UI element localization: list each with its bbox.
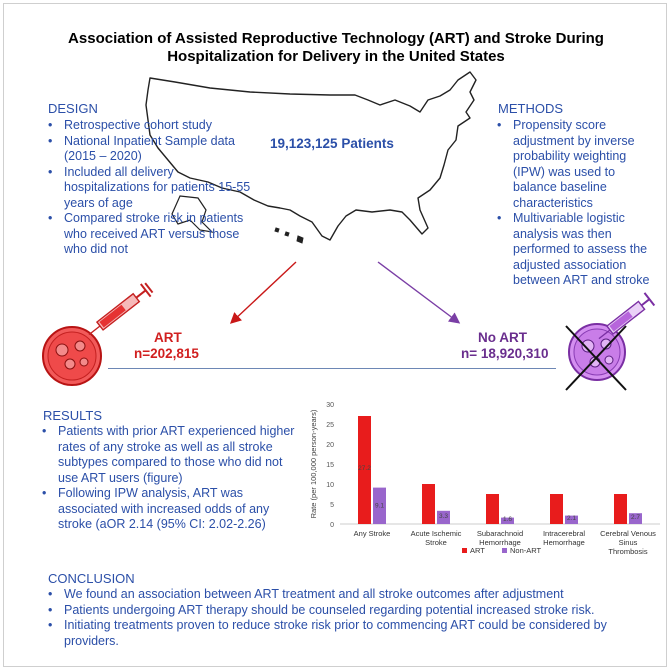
y-axis-label: Rate (per 100,000 person-years) <box>309 409 318 519</box>
design-item: • Compared stroke risk in patients who received ART versus those who did not <box>46 211 254 258</box>
art-bar <box>550 494 563 524</box>
bar-data-label: 27.2 <box>358 465 371 472</box>
art-bar <box>614 494 627 524</box>
art-count: n=202,815 <box>134 346 199 361</box>
x-tick-label: Intracerebral <box>542 529 586 538</box>
no-art-label: No ART <box>478 330 527 345</box>
conclusion-heading: CONCLUSION <box>48 571 135 586</box>
x-tick-label: Cerebral Venous <box>600 529 656 538</box>
design-heading: DESIGN <box>48 101 98 116</box>
x-tick-label: Hemorrhage <box>543 538 585 547</box>
design-item: • Retrospective cohort study <box>46 118 254 134</box>
art-bar <box>422 484 435 524</box>
x-tick-label: Subarachnoid <box>476 529 524 538</box>
y-tick-label: 30 <box>326 402 334 409</box>
y-tick-label: 10 <box>326 482 334 489</box>
conclusion-item: • Patients undergoing ART therapy should be counseled regarding potential increased stroke risk. <box>46 603 646 619</box>
y-tick-label: 0 <box>330 522 334 529</box>
y-tick-label: 25 <box>326 422 334 429</box>
art-label: ART <box>154 330 182 345</box>
title-line-2: Hospitalization for Delivery in the United States <box>167 48 505 65</box>
conclusion-item: • Initiating treatments proven to reduce stroke risk prior to commencing ART could be considered by providers. <box>46 618 646 649</box>
methods-heading: METHODS <box>498 101 563 116</box>
conclusion-item: • We found an association between ART treatment and all stroke outcomes after adjustment <box>46 587 646 603</box>
x-tick-label: Any Stroke <box>353 529 391 538</box>
legend-label: ART <box>470 546 485 555</box>
legend-art-swatch <box>462 548 467 553</box>
x-tick-label: Stroke <box>425 538 447 547</box>
legend-label: Non-ART <box>510 546 542 555</box>
results-item: • Patients with prior ART experienced higher rates of any stroke as well as all stroke subtypes compared to those who did not use ART users (figure) <box>40 424 296 486</box>
methods-item: • Propensity score adjustment by inverse probability weighting (IPW) was used to balance baseline characteristics <box>495 118 661 211</box>
no-art-count: n= 18,920,310 <box>461 346 549 361</box>
bar-data-label: 9.1 <box>374 502 385 510</box>
legend-non-art-swatch <box>502 548 507 553</box>
y-tick-label: 5 <box>330 502 334 509</box>
conclusion-list <box>46 587 646 649</box>
design-item: • National Inpatient Sample data (2015 – 2020) <box>46 134 254 165</box>
bar-data-label: 2.7 <box>630 514 641 522</box>
patients-total: 19,123,125 Patients <box>270 136 394 151</box>
x-tick-label: Acute Ischemic <box>410 529 462 538</box>
art-bar <box>486 494 499 524</box>
bar-data-label: 2.1 <box>566 515 577 523</box>
bar-data-label: 1.6 <box>502 516 513 524</box>
results-item: • Following IPW analysis, ART was associated with increased odds of any stroke (aOR 2.14 (95% CI: 2.02-2.26) <box>40 486 296 533</box>
y-tick-label: 15 <box>326 462 334 469</box>
x-tick-label: Thrombosis <box>608 547 648 556</box>
x-tick-label: Sinus <box>618 538 638 547</box>
y-tick-label: 20 <box>326 442 334 449</box>
design-item: • Included all delivery hospitalizations for patients 15-55 years of age <box>46 165 254 212</box>
title-line-1: Association of Assisted Reproductive Technology (ART) and Stroke During <box>68 30 604 47</box>
methods-item: • Multivariable logistic analysis was then performed to assess the adjusted association between ART and stroke <box>495 211 661 289</box>
bar-data-label: 3.3 <box>438 513 449 521</box>
results-heading: RESULTS <box>43 408 102 423</box>
x-tick-label: Hemorrhage <box>479 538 521 547</box>
